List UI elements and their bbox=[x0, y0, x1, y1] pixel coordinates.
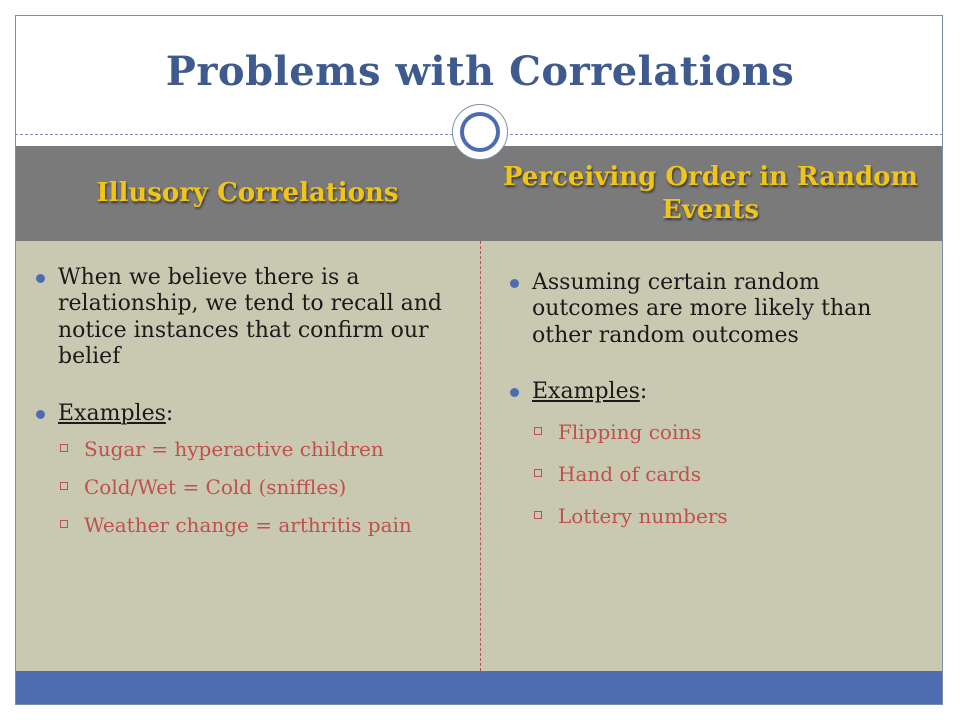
right-examples-label: Examples bbox=[532, 379, 640, 405]
bullet-dot-icon bbox=[510, 388, 519, 397]
right-example-text: Flipping coins bbox=[558, 419, 702, 444]
square-bullet-icon bbox=[60, 520, 68, 528]
left-example-text: Cold/Wet = Cold (sniffles) bbox=[84, 474, 347, 499]
square-bullet-icon bbox=[534, 511, 542, 519]
right-column bbox=[510, 270, 930, 546]
right-example-item bbox=[510, 504, 930, 528]
right-examples-colon: : bbox=[639, 379, 648, 405]
left-example-text: Sugar = hyperactive children bbox=[84, 436, 384, 461]
square-bullet-icon bbox=[534, 427, 542, 435]
circle-ornament-icon bbox=[452, 104, 508, 160]
left-main-bullet-text: When we believe there is a relationship, we tend to recall and notice instances that confirm our belief bbox=[58, 265, 442, 370]
left-examples-bullet bbox=[36, 401, 456, 427]
bullet-dot-icon bbox=[36, 410, 45, 419]
square-bullet-icon bbox=[534, 469, 542, 477]
right-main-bullet bbox=[510, 270, 930, 349]
left-example-text: Weather change = arthritis pain bbox=[84, 512, 412, 537]
column-divider bbox=[480, 241, 481, 671]
square-bullet-icon bbox=[60, 482, 68, 490]
bullet-dot-icon bbox=[36, 274, 45, 283]
right-example-item bbox=[510, 462, 930, 486]
right-column-heading: Perceiving Order in Random Events bbox=[502, 162, 919, 225]
left-main-bullet bbox=[36, 265, 456, 371]
left-examples-colon: : bbox=[165, 400, 174, 426]
circle-ring bbox=[460, 112, 500, 152]
left-column bbox=[36, 265, 456, 551]
left-column-heading: Illusory Correlations bbox=[96, 178, 399, 209]
right-main-bullet-text: Assuming certain random outcomes are more likely than other random outcomes bbox=[532, 270, 872, 348]
square-bullet-icon bbox=[60, 444, 68, 452]
right-example-text: Lottery numbers bbox=[558, 503, 728, 528]
right-example-text: Hand of cards bbox=[558, 461, 701, 486]
left-example-item bbox=[36, 437, 456, 461]
bullet-dot-icon bbox=[510, 279, 519, 288]
right-example-item bbox=[510, 420, 930, 444]
slide-title: Problems with Correlations bbox=[165, 48, 795, 95]
left-example-item bbox=[36, 475, 456, 499]
right-examples-bullet bbox=[510, 379, 930, 405]
left-examples-label: Examples bbox=[58, 400, 166, 426]
footer-band bbox=[16, 671, 942, 704]
left-example-item bbox=[36, 513, 456, 537]
